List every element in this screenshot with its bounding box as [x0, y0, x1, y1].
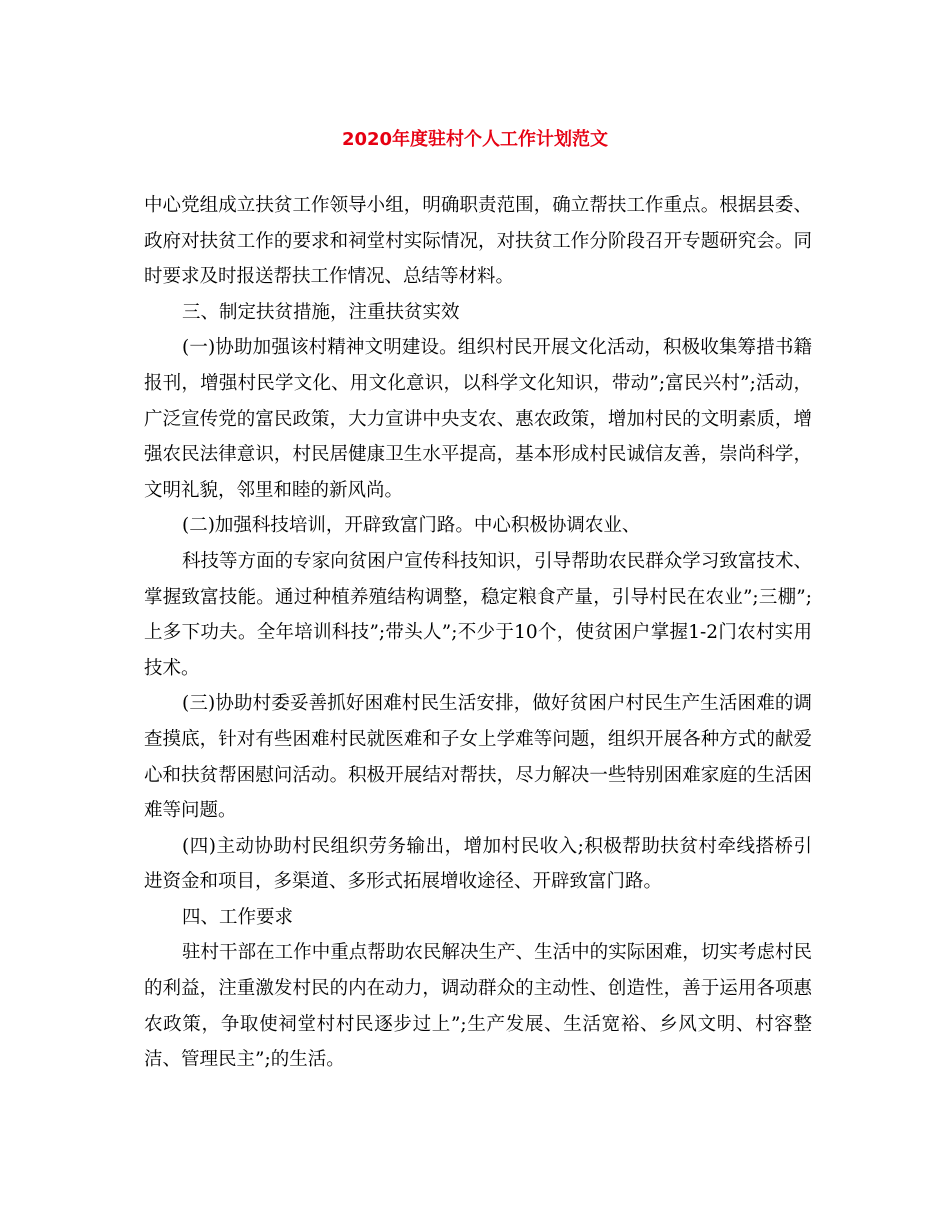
paragraph-intro: 中心党组成立扶贫工作领导小组，明确职责范围，确立帮扶工作重点。根据县委、政府对扶贫工作的要求和祠堂村实际情况，对扶贫工作分阶段召开专题研究会。同时要求及时报送帮扶工作情况、总结等材料。 [144, 195, 812, 288]
section-heading-requirements: 四、工作要求 [182, 906, 294, 928]
section-heading-measures: 三、制定扶贫措施，注重扶贫实效 [182, 301, 460, 323]
paragraph-item-2-continued: 科技等方面的专家向贫困户宣传科技知识，引导帮助农民群众学习致富技术、掌握致富技能。通过种植养殖结构调整，稳定粮食产量，引导村民在农业”;三棚”;上多下功夫。全年培训科技”;带头人”;不少于10个，使贫困户掌握1-2门农村实用技术。 [144, 550, 812, 679]
document-body [144, 188, 812, 1078]
document-title: 2020年度驻村个人工作计划范文 [341, 129, 609, 150]
paragraph-item-2: (二)加强科技培训，开辟致富门路。中心积极协调农业、 [182, 515, 641, 537]
paragraph-item-4: (四)主动协助村民组织劳务输出，增加村民收入;积极帮助扶贫村牵线搭桥引进资金和项目，多渠道、多形式拓展增收途径、开辟致富门路。 [144, 835, 812, 893]
paragraph-item-3: (三)协助村委妥善抓好困难村民生活安排，做好贫困户村民生产生活困难的调查摸底，针对有些困难村民就医难和子女上学难等问题，组织开展各种方式的献爱心和扶贫帮困慰问活动。积极开展结对帮扶，尽力解决一些特别困难家庭的生活困难等问题。 [144, 693, 812, 822]
paragraph-item-1: (一)协助加强该村精神文明建设。组织村民开展文化活动，积极收集筹措书籍报刊，增强村民学文化、用文化意识，以科学文化知识，带动”;富民兴村”;活动，广泛宣传党的富民政策，大力宣讲中央支农、惠农政策，增加村民的文明素质，增强农民法律意识，村民居健康卫生水平提高，基本形成村民诚信友善，崇尚科学，文明礼貌，邻里和睦的新风尚。 [144, 337, 812, 501]
paragraph-requirements: 驻村干部在工作中重点帮助农民解决生产、生活中的实际困难，切实考虑村民的利益，注重激发村民的内在动力，调动群众的主动性、创造性，善于运用各项惠农政策，争取使祠堂村村民逐步过上”;生产发展、生活宽裕、乡风文明、村容整洁、管理民主”;的生活。 [144, 942, 812, 1071]
